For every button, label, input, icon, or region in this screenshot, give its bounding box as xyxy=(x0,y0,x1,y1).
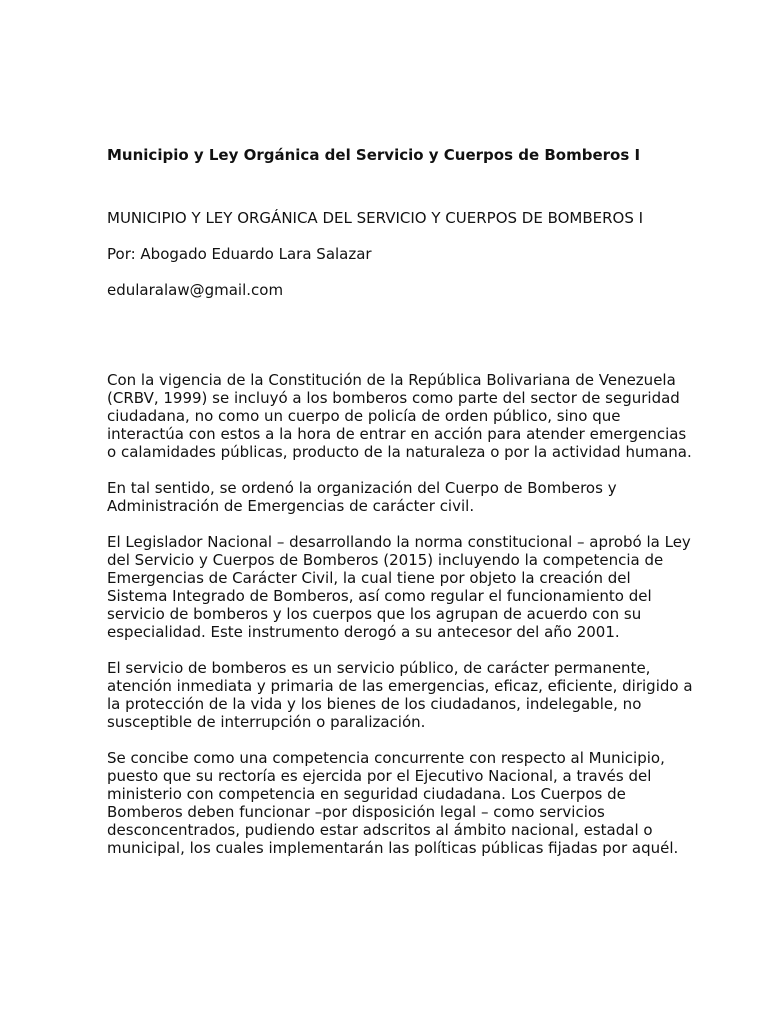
paragraph-line: puesto que su rectoría es ejercida por el Ejecutivo Nacional, a través del xyxy=(107,767,652,785)
paragraph-line: o calamidades públicas, producto de la naturaleza o por la actividad humana. xyxy=(107,443,692,461)
paragraph-line: la protección de la vida y los bienes de los ciudadanos, indelegable, no xyxy=(107,695,642,713)
paragraph-line: El servicio de bomberos es un servicio público, de carácter permanente, xyxy=(107,659,651,677)
paragraph-line: especialidad. Este instrumento derogó a su antecesor del año 2001. xyxy=(107,623,620,641)
paragraph-line: ministerio con competencia en seguridad ciudadana. Los Cuerpos de xyxy=(107,785,626,803)
paragraph-line: susceptible de interrupción o paralización. xyxy=(107,713,426,731)
paragraph xyxy=(107,659,707,731)
paragraph xyxy=(107,479,707,515)
paragraph-line: (CRBV, 1999) se incluyó a los bomberos como parte del sector de seguridad xyxy=(107,389,680,407)
paragraph-line: servicio de bomberos y los cuerpos que los agrupan de acuerdo con su xyxy=(107,605,642,623)
spacer xyxy=(107,317,707,371)
author-email: edularalaw@gmail.com xyxy=(107,281,284,299)
author-line: Por: Abogado Eduardo Lara Salazar xyxy=(107,245,372,263)
paragraph-line: El Legislador Nacional – desarrollando la norma constitucional – aprobó la Ley xyxy=(107,533,691,551)
paragraph-line: interactúa con estos a la hora de entrar en acción para atender emergencias xyxy=(107,425,687,443)
paragraph xyxy=(107,749,707,857)
paragraph-line: Administración de Emergencias de carácter civil. xyxy=(107,497,475,515)
document-heading: MUNICIPIO Y LEY ORGÁNICA DEL SERVICIO Y CUERPOS DE BOMBEROS I xyxy=(107,209,644,227)
paragraph-line: atención inmediata y primaria de las emergencias, eficaz, eficiente, dirigido a xyxy=(107,677,693,695)
paragraph-list xyxy=(107,371,707,857)
paragraph-line: Emergencias de Carácter Civil, la cual tiene por objeto la creación del xyxy=(107,569,631,587)
document-body xyxy=(107,145,707,875)
paragraph-line: Sistema Integrado de Bomberos, así como regular el funcionamiento del xyxy=(107,587,652,605)
paragraph xyxy=(107,371,707,461)
document-title: Municipio y Ley Orgánica del Servicio y Cuerpos de Bomberos I xyxy=(107,146,641,164)
paragraph xyxy=(107,533,707,641)
paragraph-line: municipal, los cuales implementarán las políticas públicas fijadas por aquél. xyxy=(107,839,679,857)
paragraph-line: En tal sentido, se ordenó la organización del Cuerpo de Bomberos y xyxy=(107,479,617,497)
paragraph-line: desconcentrados, pudiendo estar adscritos al ámbito nacional, estadal o xyxy=(107,821,653,839)
paragraph-line: ciudadana, no como un cuerpo de policía de orden público, sino que xyxy=(107,407,621,425)
paragraph-line: Con la vigencia de la Constitución de la República Bolivariana de Venezuela xyxy=(107,371,676,389)
paragraph-line: del Servicio y Cuerpos de Bomberos (2015) incluyendo la competencia de xyxy=(107,551,664,569)
paragraph-line: Se concibe como una competencia concurrente con respecto al Municipio, xyxy=(107,749,665,767)
paragraph-line: Bomberos deben funcionar –por disposición legal – como servicios xyxy=(107,803,605,821)
